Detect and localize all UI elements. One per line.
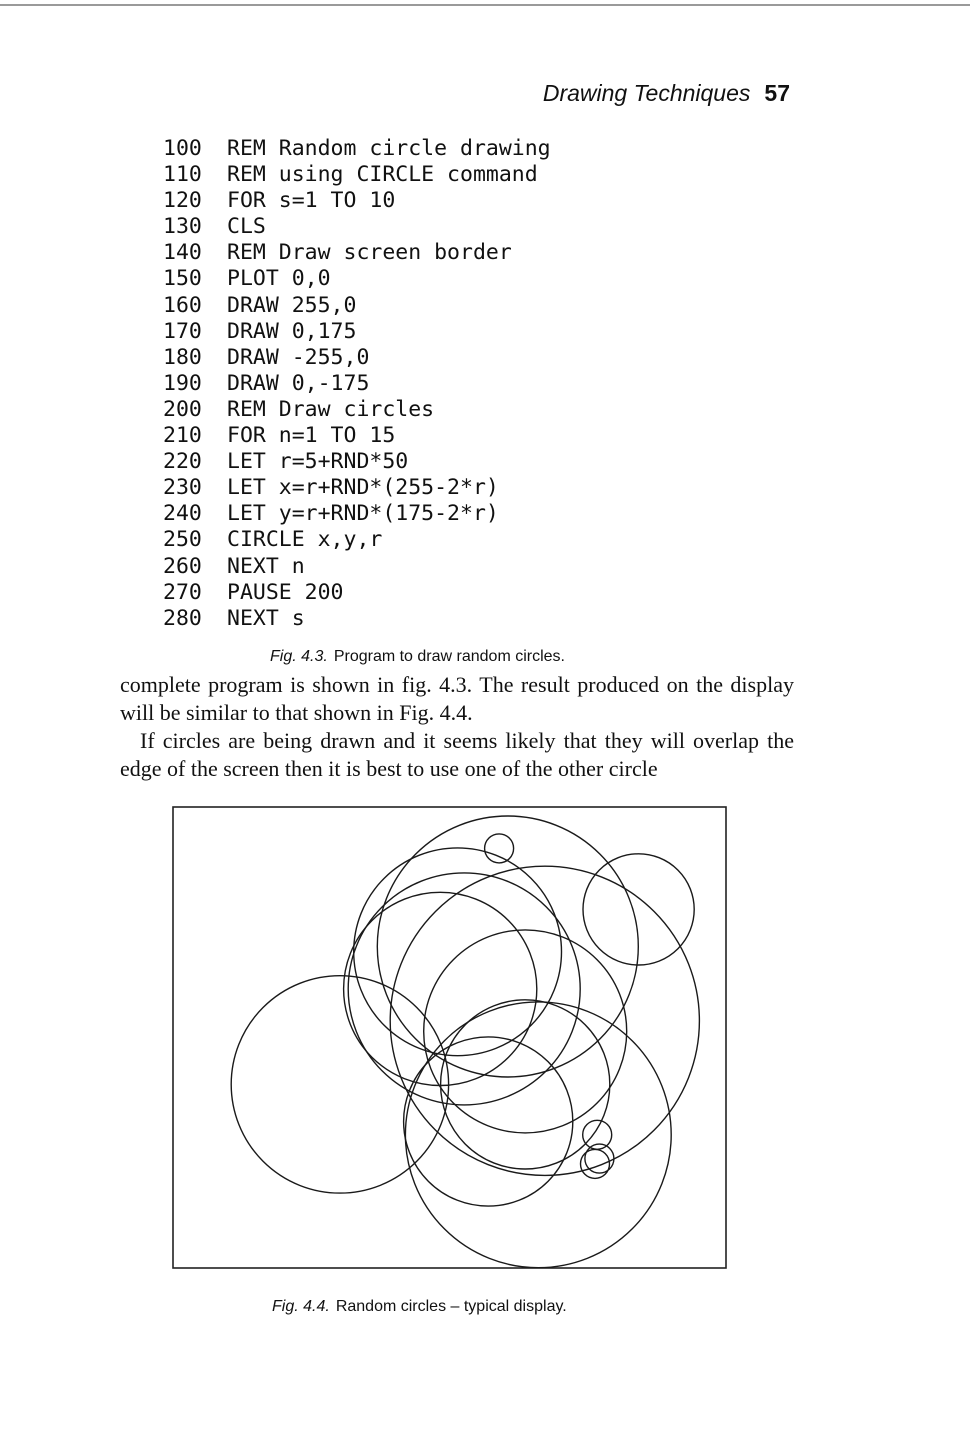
program-listing	[163, 136, 551, 632]
code-line	[163, 266, 551, 292]
line-number: 260	[163, 553, 202, 579]
circles-display	[172, 806, 728, 1270]
page-number: 57	[764, 80, 790, 106]
code-line	[163, 554, 551, 580]
running-head-title: Drawing Techniques	[542, 80, 751, 106]
code-text: LET y=r+RND*(175-2*r)	[227, 501, 499, 527]
random-circles-figure	[172, 806, 728, 1270]
code-line	[163, 162, 551, 188]
code-text: DRAW -255,0	[227, 344, 370, 370]
code-text: REM Draw circles	[227, 396, 435, 422]
running-header	[543, 80, 790, 107]
figure-label: Fig. 4.4.	[272, 1298, 330, 1315]
code-line	[163, 527, 551, 553]
top-scan-rule	[0, 4, 970, 6]
paragraph: complete program is shown in fig. 4.3. The result produced on the display will be similar to that shown in Fig. 4.4.	[120, 672, 794, 725]
line-number: 190	[163, 370, 202, 396]
drawn-circle	[441, 1000, 610, 1169]
code-text: DRAW 0,-175	[227, 370, 370, 396]
line-number: 180	[163, 344, 202, 370]
body-text	[120, 671, 794, 783]
code-text: CLS	[227, 214, 266, 240]
drawn-circle	[377, 816, 638, 1077]
code-line	[163, 319, 551, 345]
screen-border	[173, 807, 726, 1268]
figure-label: Fig. 4.3.	[270, 648, 328, 665]
line-number: 280	[163, 605, 202, 631]
line-number: 110	[163, 162, 202, 188]
line-number: 250	[163, 527, 202, 553]
drawn-circle	[405, 1002, 671, 1268]
line-number: 170	[163, 318, 202, 344]
drawn-circle	[485, 834, 514, 863]
code-line	[163, 449, 551, 475]
code-text: PLOT 0,0	[227, 266, 331, 292]
drawn-circle	[344, 892, 537, 1085]
code-line	[163, 345, 551, 371]
line-number: 150	[163, 266, 202, 292]
figure-4-4-caption	[272, 1298, 567, 1316]
drawn-circle	[581, 1149, 610, 1178]
paragraph: If circles are being drawn and it seems likely that they will overlap the edge of the screen then it is best to use one of the other circle	[120, 728, 794, 781]
code-text: LET r=5+RND*50	[227, 449, 409, 475]
code-text: DRAW 255,0	[227, 292, 357, 318]
code-text: FOR s=1 TO 10	[227, 188, 396, 214]
line-number: 220	[163, 449, 202, 475]
code-line	[163, 371, 551, 397]
figure-caption-text: Program to draw random circles.	[333, 648, 565, 665]
code-text: CIRCLE x,y,r	[227, 527, 383, 553]
line-number: 200	[163, 396, 202, 422]
line-number: 210	[163, 423, 202, 449]
line-number: 270	[163, 579, 202, 605]
code-line	[163, 397, 551, 423]
code-text: NEXT s	[227, 605, 305, 631]
line-number: 130	[163, 214, 202, 240]
line-number: 240	[163, 501, 202, 527]
code-line	[163, 214, 551, 240]
code-text: NEXT n	[227, 553, 305, 579]
code-line	[163, 501, 551, 527]
code-text: REM Random circle drawing	[227, 136, 551, 161]
figure-caption-text: Random circles – typical display.	[335, 1298, 567, 1315]
line-number: 120	[163, 188, 202, 214]
code-text: PAUSE 200	[227, 579, 344, 605]
code-line	[163, 240, 551, 266]
code-text: REM Draw screen border	[227, 240, 512, 266]
code-text: LET x=r+RND*(255-2*r)	[227, 475, 499, 501]
line-number: 100	[163, 136, 202, 161]
code-text: DRAW 0,175	[227, 318, 357, 344]
code-line	[163, 188, 551, 214]
code-line	[163, 580, 551, 606]
line-number: 160	[163, 292, 202, 318]
code-line	[163, 293, 551, 319]
line-number: 230	[163, 475, 202, 501]
drawn-circle	[390, 866, 699, 1175]
figure-4-3-caption	[270, 648, 565, 666]
code-text: REM using CIRCLE command	[227, 162, 538, 188]
code-line	[163, 606, 551, 632]
code-text: FOR n=1 TO 15	[227, 423, 396, 449]
code-line	[163, 475, 551, 501]
line-number: 140	[163, 240, 202, 266]
code-line	[163, 136, 551, 162]
code-line	[163, 423, 551, 449]
